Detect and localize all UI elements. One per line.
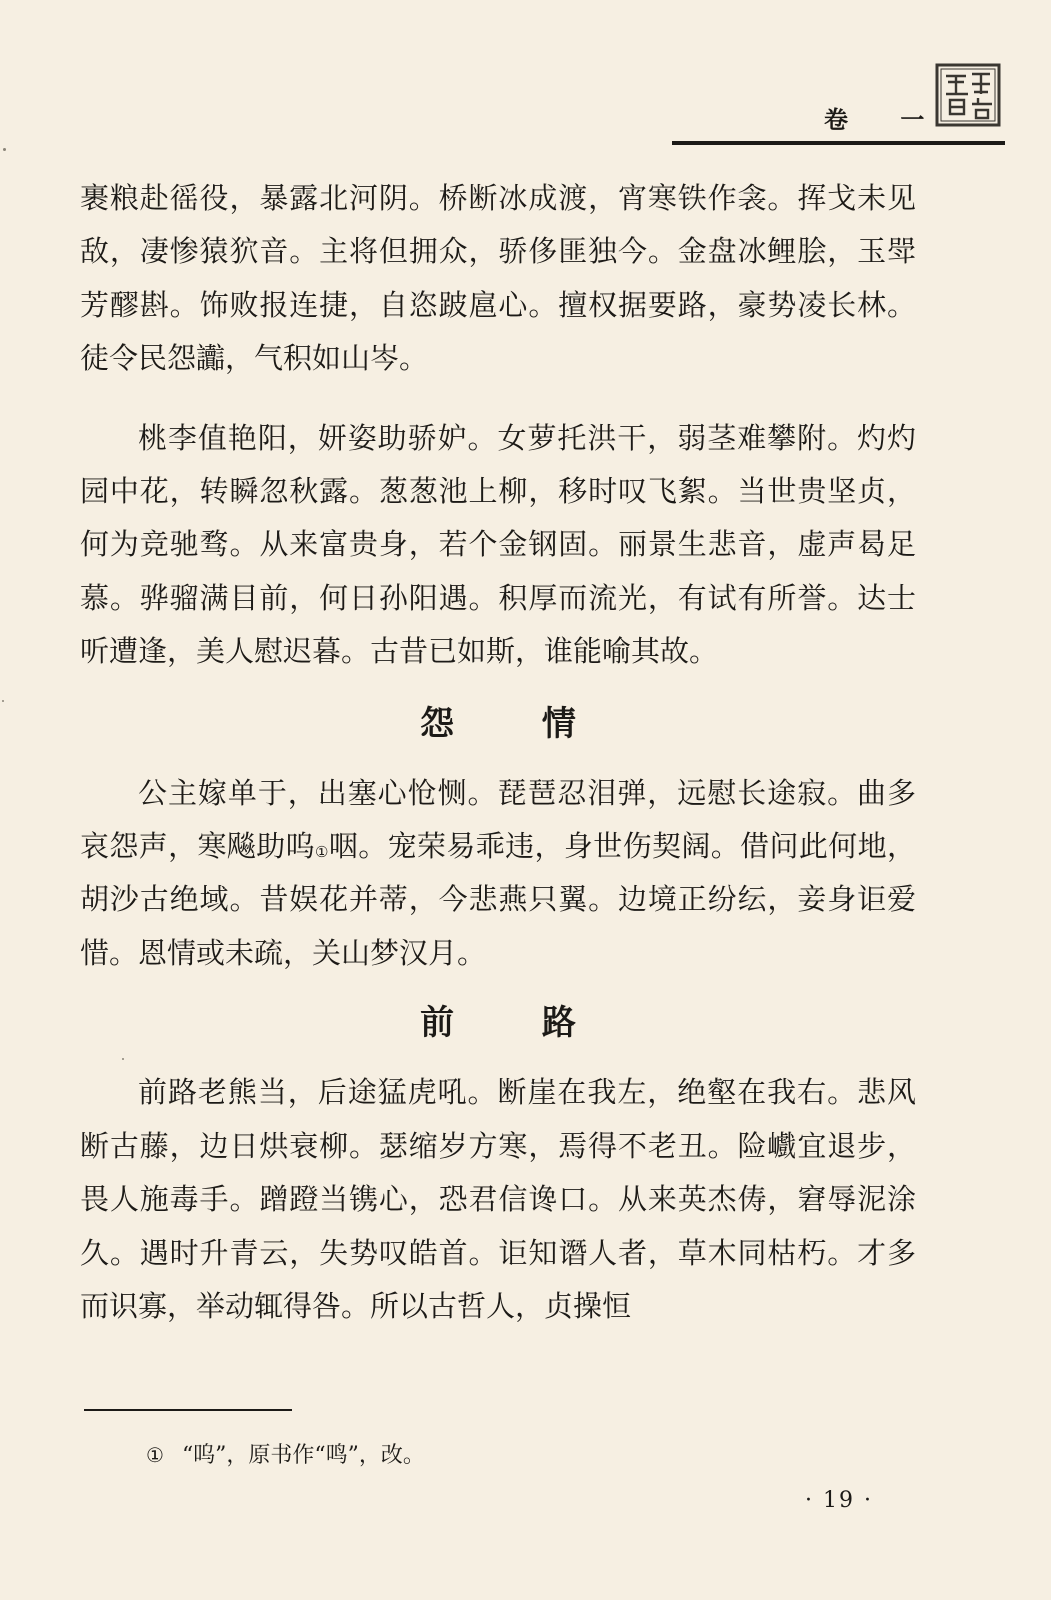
publisher-seal-icon [934,62,1002,128]
poem-text-part: 公主嫁单于，出塞心怆恻。琵琶忍泪弹，远慰长途寂。曲多哀怨声，寒飚助呜 [80,775,916,864]
poem-paragraph: 桃李值艳阳，妍姿助骄妒。女萝托洪干，弱茎难攀附。灼灼园中花，转瞬忽秋露。葱葱池上柳，移时叹飞絮。当世贵坚贞，何为竞驰骛。从来富贵身，若个金钢固。丽景生悲音，虚声曷足慕。骅骝满目前，何日孙阳遇。积厚而流光，有试有所誉。达士听遭逢，美人慰迟暮。古昔已如斯，谁能喻其故。 [80,420,916,669]
footnote-rule [84,1409,292,1411]
poem-continuation: 裹粮赴徭役，暴露北河阴。桥断冰成渡，宵寒铁作衾。挥戈未见敌，凄惨猿狖音。主将但拥众，骄侈匪独今。金盘冰鲤脍，玉斝芳醪斟。饰败报连捷，自恣跛扈心。擅权据要路，豪势凌长林。徒令民怨讟，气积如山岑。 [80,181,916,376]
footnote [146,1438,425,1469]
section-title-qianlu: 前 路 [420,1003,614,1044]
footnote-marker: ① [315,843,329,862]
footnote-text: “呜”，原书作“鸣”，改。 [181,1443,425,1468]
poem-yuanqing [80,767,916,981]
page-number: · 19 · [805,1488,873,1513]
paper-speck [2,700,4,702]
header-rule [672,141,1005,145]
footnote-number: ① [146,1443,164,1467]
poem-text-part: 咽。宠荣易乖违，身世伤契阔。借问此何地，胡沙古绝域。昔娱花并蒂，今悲燕只翼。边境正纷纭，妾身讵爱惜。恩情或未疏，关山梦汉月。 [80,829,916,970]
paper-speck [3,148,6,151]
poem-qianlu: 前路老熊当，后途猛虎吼。断崖在我左，绝壑在我右。悲风断古藤，边日烘衰柳。瑟缩岁方寒，焉得不老丑。险巇宜退步，畏人施毒手。蹭蹬当镌心，恐君信谗口。从来英杰俦，窘辱泥涂久。遇时升青云，失势叹皓首。讵知谮人者，草木同枯朽。才多而识寡，举动辄得咎。所以古哲人，贞操恒 [80,1075,916,1323]
running-head: 卷 一 [824,105,947,134]
main-text [80,172,916,1333]
section-title-yuanqing: 怨 情 [420,703,614,744]
paper-speck [122,1058,124,1060]
